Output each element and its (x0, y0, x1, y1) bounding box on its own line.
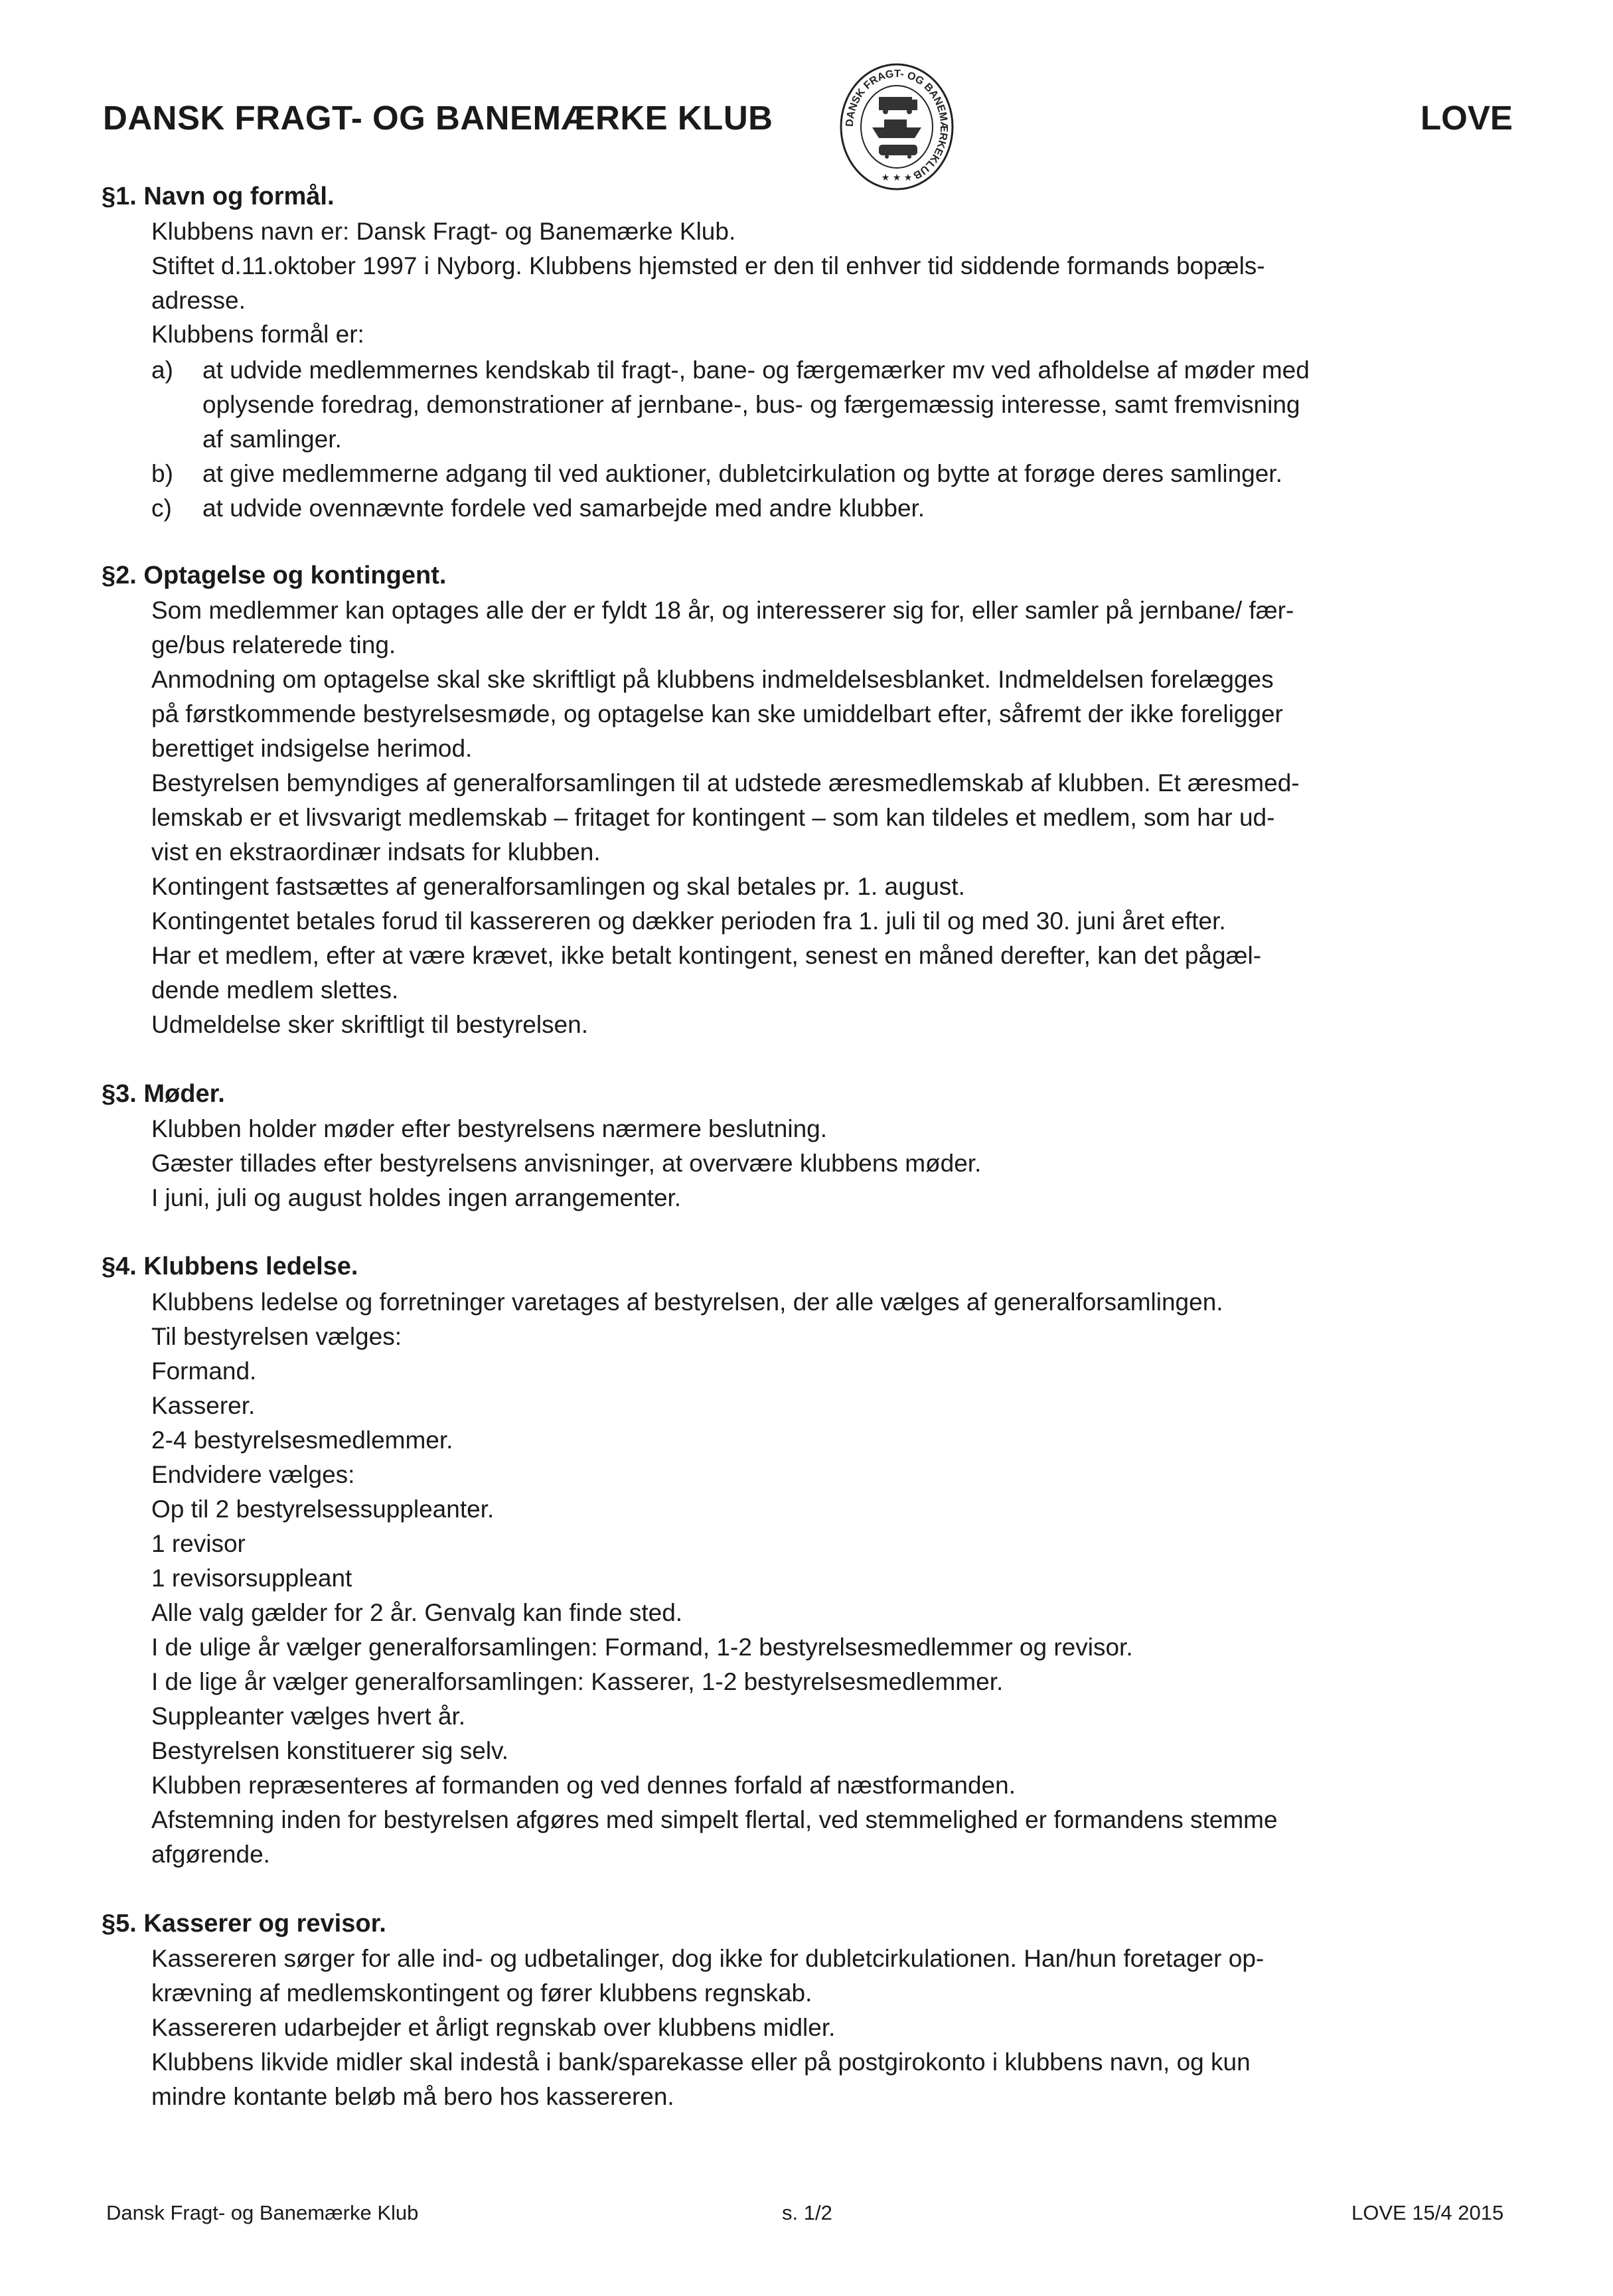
footer-page-number: s. 1/2 (782, 2201, 832, 2224)
s4-line: Afstemning inden for bestyrelsen afgøres med simpelt flertal, ved stemmelighed er formandens stemme (151, 1806, 1278, 1833)
footer-doc-version: LOVE 15/4 2015 (1351, 2201, 1504, 2224)
s1-item-b-line: at give medlemmerne adgang til ved auktioner, dubletcirkulation og bytte at forøge deres samlinger. (202, 460, 1282, 487)
s3-line: Klubben holder møder efter bestyrelsens nærmere beslutning. (151, 1115, 828, 1142)
logo-stars: ★ ★ ★ (881, 173, 913, 183)
s2-line: Som medlemmer kan optages alle der er fyldt 18 år, og interesserer sig for, eller samler på jernbane/ fær- (151, 597, 1294, 624)
s1-item-a-line: af samlinger. (202, 425, 342, 453)
s2-line: Udmeldelse sker skriftligt til bestyrelsen. (151, 1011, 588, 1038)
document-type: LOVE (1421, 99, 1513, 137)
s2-line: dende medlem slettes. (151, 976, 399, 1004)
s1-line: Klubbens navn er: Dansk Fragt- og Banemærke Klub. (151, 218, 736, 245)
section-1-heading: §1. Navn og formål. (102, 183, 335, 210)
s5-line: Kassereren udarbejder et årligt regnskab over klubbens midler. (151, 2014, 836, 2041)
s4-line: Bestyrelsen konstituerer sig selv. (151, 1737, 509, 1764)
section-3-heading: §3. Møder. (102, 1080, 225, 1108)
s1-item-c-letter: c) (151, 495, 172, 522)
s1-item-c-line: at udvide ovennævnte fordele ved samarbejde med andre klubber. (202, 495, 925, 522)
s3-line: I juni, juli og august holdes ingen arrangementer. (151, 1184, 682, 1211)
club-title: DANSK FRAGT- OG BANEMÆRKE KLUB (103, 99, 773, 137)
s2-line: ge/bus relaterede ting. (151, 631, 396, 658)
s2-line: Bestyrelsen bemyndiges af generalforsamlingen til at udstede æresmedlemskab af klubben. Et æresmed- (151, 769, 1300, 797)
s4-line: afgørende. (151, 1841, 270, 1868)
s4-line: 1 revisor (151, 1530, 246, 1557)
footer-club-name: Dansk Fragt- og Banemærke Klub (106, 2201, 419, 2224)
s1-item-a-line: oplysende foredrag, demonstrationer af jernbane-, bus- og færgemæssig interesse, samt fremvisning (202, 391, 1300, 418)
section-5-heading: §5. Kasserer og revisor. (102, 1910, 386, 1938)
s2-line: Anmodning om optagelse skal ske skriftligt på klubbens indmeldelsesblanket. Indmeldelsen forelægges (151, 666, 1274, 693)
s2-line: berettiget indsigelse herimod. (151, 735, 473, 762)
s4-line: Suppleanter vælges hvert år. (151, 1703, 466, 1730)
s1-line: Stiftet d.11.oktober 1997 i Nyborg. Klubbens hjemsted er den til enhver tid siddende formands bopæls- (151, 252, 1265, 279)
s5-line: Klubbens likvide midler skal indestå i bank/sparekasse eller på postgirokonto i klubbens navn, og kun (151, 2048, 1251, 2076)
s1-item-b-letter: b) (151, 460, 173, 487)
s2-line: Kontingent fastsættes af generalforsamlingen og skal betales pr. 1. august. (151, 873, 965, 900)
s4-line: I de ulige år vælger generalforsamlingen: Formand, 1-2 bestyrelsesmedlemmer og revisor. (151, 1634, 1133, 1661)
s1-item-a-line: at udvide medlemmernes kendskab til fragt-, bane- og færgemærker mv ved afholdelse af møder med (202, 356, 1310, 384)
s4-line: Kasserer. (151, 1392, 256, 1419)
s2-line: lemskab er et livsvarigt medlemskab – fritaget for kontingent – som kan tildeles et medlem, som har ud- (151, 804, 1275, 831)
s4-line: Formand. (151, 1357, 257, 1385)
club-logo (838, 58, 956, 198)
s4-line: 2-4 bestyrelsesmedlemmer. (151, 1426, 453, 1454)
s2-line: Har et medlem, efter at være krævet, ikke betalt kontingent, senest en måned derefter, kan det pågæl- (151, 942, 1262, 969)
s5-line: krævning af medlemskontingent og fører klubbens regnskab. (151, 1979, 812, 2007)
s4-line: Klubbens ledelse og forretninger varetages af bestyrelsen, der alle vælges af generalforsamlingen. (151, 1288, 1223, 1316)
s4-line: I de lige år vælger generalforsamlingen: Kasserer, 1-2 bestyrelsesmedlemmer. (151, 1668, 1004, 1695)
s5-line: mindre kontante beløb må bero hos kassereren. (151, 2083, 674, 2110)
s5-line: Kassereren sørger for alle ind- og udbetalinger, dog ikke for dubletcirkulationen. Han/hun foretager op- (151, 1945, 1265, 1972)
s1-line: adresse. (151, 287, 246, 314)
s2-line: Kontingentet betales forud til kassereren og dækker perioden fra 1. juli til og med 30. juni året efter. (151, 907, 1226, 935)
s2-line: på førstkommende bestyrelsesmøde, og optagelse kan ske umiddelbart efter, såfremt der ikke foreligger (151, 700, 1283, 727)
s4-line: Endvidere vælges: (151, 1461, 355, 1488)
s4-line: Op til 2 bestyrelsessuppleanter. (151, 1495, 495, 1523)
logo-ring-text: DANSK FRAGT- OG BANEMÆRKEKLUB (844, 68, 950, 181)
s4-line: Alle valg gælder for 2 år. Genvalg kan finde sted. (151, 1599, 683, 1626)
s1-line: Klubbens formål er: (151, 321, 364, 348)
section-2-heading: §2. Optagelse og kontingent. (102, 562, 447, 589)
s4-line: 1 revisorsuppleant (151, 1565, 352, 1592)
s3-line: Gæster tillades efter bestyrelsens anvisninger, at overvære klubbens møder. (151, 1150, 982, 1177)
s2-line: vist en ekstraordinær indsats for klubben. (151, 838, 601, 866)
s4-line: Til bestyrelsen vælges: (151, 1323, 402, 1350)
s1-item-a-letter: a) (151, 356, 173, 384)
section-4-heading: §4. Klubbens ledelse. (102, 1253, 358, 1280)
s4-line: Klubben repræsenteres af formanden og ved dennes forfald af næstformanden. (151, 1772, 1016, 1799)
